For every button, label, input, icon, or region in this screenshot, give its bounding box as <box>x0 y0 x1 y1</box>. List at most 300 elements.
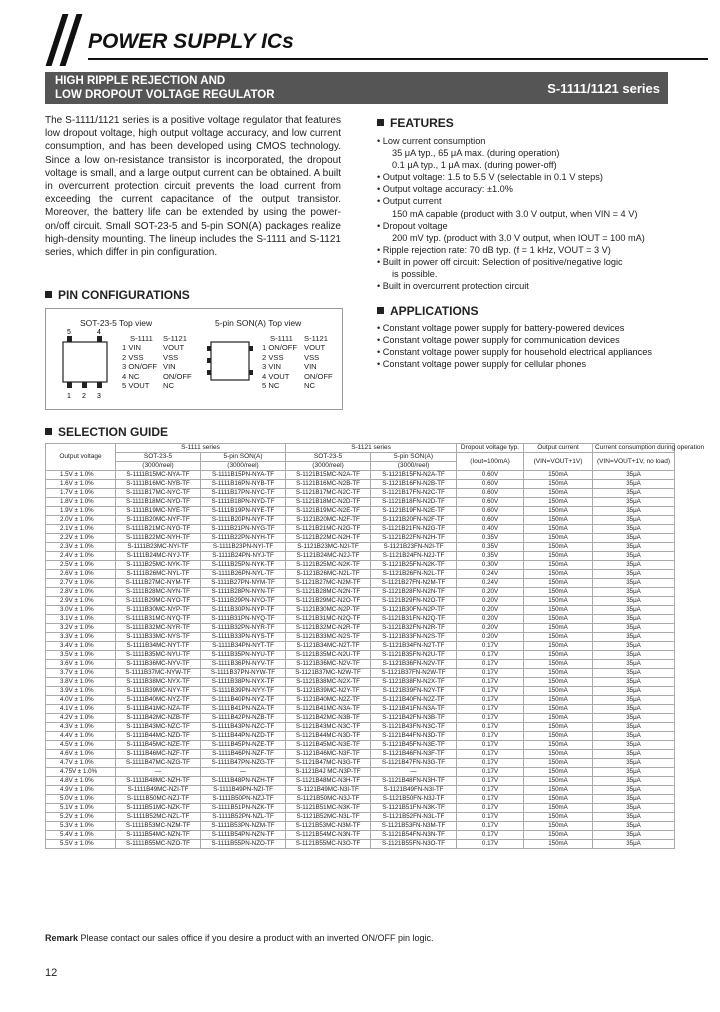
table-cell: 1.8V ± 1.0% <box>46 498 116 507</box>
table-cell: S-1121B21FN-N2G-TF <box>371 525 457 534</box>
table-cell: S-1121B4J MC-N3P-TF <box>286 768 371 777</box>
table-cell: S-1121B32MC-N2R-TF <box>286 624 371 633</box>
table-cell: S-1111B33MC-NYS-TF <box>116 633 201 642</box>
table-cell: S-1111B44PN-NZD-TF <box>201 732 286 741</box>
table-row <box>46 714 675 723</box>
table-cell: S-1111B46PN-NZF-TF <box>201 750 286 759</box>
feature-item: • Built in overcurrent protection circuit <box>377 281 529 292</box>
col-group-s1111: S-1111 series <box>116 444 286 453</box>
table-cell: S-1121B15FN-N2A-TF <box>371 471 457 480</box>
table-cell: 150mA <box>524 687 593 696</box>
table-cell: 0.35V <box>457 552 524 561</box>
table-cell: 4.1V ± 1.0% <box>46 705 116 714</box>
table-cell: S-1121B40MC-N2Z-TF <box>286 696 371 705</box>
table-cell: S-1121B43MC-N3C-TF <box>286 723 371 732</box>
table-cell: 35μA <box>593 534 675 543</box>
table-cell: 150mA <box>524 696 593 705</box>
table-cell: 150mA <box>524 669 593 678</box>
table-cell: — <box>116 768 201 777</box>
table-row <box>46 597 675 606</box>
table-cell: S-1121B47FN-N3G-TF <box>371 759 457 768</box>
table-cell: S-1111B17MC-NYC-TF <box>116 489 201 498</box>
table-cell: S-1111B55MC-NZO-TF <box>116 840 201 849</box>
table-cell: S-1121B18FN-N2D-TF <box>371 498 457 507</box>
table-cell: S-1121B44MC-N3D-TF <box>286 732 371 741</box>
applications-heading <box>377 304 478 318</box>
table-cell: 0.17V <box>457 687 524 696</box>
table-cell: S-1121B35MC-N2U-TF <box>286 651 371 660</box>
feature-item: 0.1 μA typ., 1 μA max. (during power-off) <box>392 160 557 171</box>
applications-list <box>377 322 677 370</box>
sot-pin-list-b <box>163 334 192 390</box>
table-cell: 0.17V <box>457 786 524 795</box>
square-bullet-icon <box>377 119 384 126</box>
table-cell: 5.2V ± 1.0% <box>46 813 116 822</box>
sub-sot-1121: SOT-23-5 <box>286 453 371 462</box>
table-cell: S-1111B39MC-NYY-TF <box>116 687 201 696</box>
table-cell: S-1111B30MC-NYP-TF <box>116 606 201 615</box>
pack-sot-1111: (3000/reel) <box>116 462 201 471</box>
table-row <box>46 750 675 759</box>
table-cell: S-1111B54PN-NZN-TF <box>201 831 286 840</box>
table-cell: 0.17V <box>457 732 524 741</box>
table-cell: 0.17V <box>457 759 524 768</box>
table-cell: 0.17V <box>457 723 524 732</box>
table-cell: 35μA <box>593 507 675 516</box>
table-cell: 35μA <box>593 831 675 840</box>
table-cell: 150mA <box>524 822 593 831</box>
table-cell: S-1121B53MC-N3M-TF <box>286 822 371 831</box>
table-cell: 0.17V <box>457 669 524 678</box>
col-current-cond: (VIN=VOUT+1V) <box>524 453 593 471</box>
table-cell: 3.5V ± 1.0% <box>46 651 116 660</box>
table-cell: 150mA <box>524 597 593 606</box>
table-cell: 35μA <box>593 660 675 669</box>
table-cell: 35μA <box>593 597 675 606</box>
table-cell: 3.0V ± 1.0% <box>46 606 116 615</box>
table-cell: 0.17V <box>457 714 524 723</box>
son-package-icon <box>205 336 255 386</box>
table-cell: 4.7V ± 1.0% <box>46 759 116 768</box>
table-cell: 0.17V <box>457 651 524 660</box>
table-cell: 35μA <box>593 804 675 813</box>
table-cell: S-1121B51MC-N3K-TF <box>286 804 371 813</box>
table-cell: 2.8V ± 1.0% <box>46 588 116 597</box>
table-cell: S-1111B30PN-NYP-TF <box>201 606 286 615</box>
sot-row-b-2: VSS <box>163 352 179 362</box>
table-cell: 150mA <box>524 516 593 525</box>
table-cell: 0.24V <box>457 579 524 588</box>
table-cell: S-1121B18MC-N2D-TF <box>286 498 371 507</box>
table-cell: 3.3V ± 1.0% <box>46 633 116 642</box>
table-cell: S-1111B17PN-NYC-TF <box>201 489 286 498</box>
table-cell: S-1111B41PN-NZA-TF <box>201 705 286 714</box>
square-bullet-icon <box>45 428 52 435</box>
remark-text: Please contact our sales office if you desire a product with an inverted ON/OFF pin logic. <box>80 933 434 943</box>
remark-label: Remark <box>45 933 79 943</box>
table-cell: S-1121B53FN-N3M-TF <box>371 822 457 831</box>
table-cell: S-1121B55FN-N3O-TF <box>371 840 457 849</box>
table-cell: S-1121B38FN-N2X-TF <box>371 678 457 687</box>
table-cell: 0.17V <box>457 750 524 759</box>
table-cell: 5.0V ± 1.0% <box>46 795 116 804</box>
table-cell: 0.17V <box>457 831 524 840</box>
table-row <box>46 498 675 507</box>
table-cell: S-1121B35FN-N2U-TF <box>371 651 457 660</box>
table-cell: S-1111B40MC-NYZ-TF <box>116 696 201 705</box>
table-cell: S-1121B51FN-N3K-TF <box>371 804 457 813</box>
sub-son-1121: 5-pin SON(A) <box>371 453 457 462</box>
table-cell: 2.0V ± 1.0% <box>46 516 116 525</box>
table-cell: 1.7V ± 1.0% <box>46 489 116 498</box>
table-cell: 150mA <box>524 579 593 588</box>
table-cell: S-1111B50PN-NZJ-TF <box>201 795 286 804</box>
table-cell: S-1121B37FN-N2W-TF <box>371 669 457 678</box>
table-cell: S-1111B20PN-NYF-TF <box>201 516 286 525</box>
table-row <box>46 759 675 768</box>
table-cell: S-1111B23MC-NYI-TF <box>116 543 201 552</box>
table-cell: S-1111B16PN-NYB-TF <box>201 480 286 489</box>
table-cell: 150mA <box>524 507 593 516</box>
table-cell: S-1111B40PN-NYZ-TF <box>201 696 286 705</box>
son-row-2: 2 VSS <box>262 352 284 362</box>
table-cell: 2.2V ± 1.0% <box>46 534 116 543</box>
sot-pin-4: 4 <box>97 329 101 336</box>
table-cell: 5.3V ± 1.0% <box>46 822 116 831</box>
table-cell: S-1111B54MC-NZN-TF <box>116 831 201 840</box>
table-cell: 35μA <box>593 606 675 615</box>
table-cell: 0.60V <box>457 507 524 516</box>
table-row <box>46 516 675 525</box>
table-cell: 35μA <box>593 525 675 534</box>
table-row <box>46 615 675 624</box>
table-cell: 0.17V <box>457 813 524 822</box>
table-cell: 150mA <box>524 561 593 570</box>
table-cell: 1.5V ± 1.0% <box>46 471 116 480</box>
feature-item: • Dropout voltage <box>377 220 448 231</box>
table-cell: S-1111B43MC-NZC-TF <box>116 723 201 732</box>
table-cell: 35μA <box>593 750 675 759</box>
table-cell: S-1111B28MC-NYN-TF <box>116 588 201 597</box>
table-cell: 2.7V ± 1.0% <box>46 579 116 588</box>
table-cell: S-1111B21PN-NYG-TF <box>201 525 286 534</box>
table-cell: S-1121B43FN-N3C-TF <box>371 723 457 732</box>
table-cell: S-1121B15MC-N2A-TF <box>286 471 371 480</box>
sot-title: SOT-23-5 Top view <box>80 318 153 328</box>
table-cell: S-1121B31FN-N2Q-TF <box>371 615 457 624</box>
table-cell: 0.20V <box>457 588 524 597</box>
table-cell: 150mA <box>524 489 593 498</box>
sot-row-b-4: ON/OFF <box>163 371 192 381</box>
table-row <box>46 831 675 840</box>
table-cell: S-1121B54MC-N3N-TF <box>286 831 371 840</box>
table-cell: S-1121B38MC-N2X-TF <box>286 678 371 687</box>
table-cell: 150mA <box>524 642 593 651</box>
table-cell: S-1111B49PN-NZI-TF <box>201 786 286 795</box>
table-cell: S-1111B53PN-NZM-TF <box>201 822 286 831</box>
table-cell: S-1111B19PN-NYE-TF <box>201 507 286 516</box>
table-cell: S-1121B49MC-N3I-TF <box>286 786 371 795</box>
table-cell: 35μA <box>593 543 675 552</box>
table-cell: S-1121B25MC-N2K-TF <box>286 561 371 570</box>
table-cell: 150mA <box>524 471 593 480</box>
table-cell: S-1111B32PN-NYR-TF <box>201 624 286 633</box>
table-row <box>46 579 675 588</box>
table-cell: 35μA <box>593 786 675 795</box>
table-cell: S-1111B18PN-NYD-TF <box>201 498 286 507</box>
table-cell: S-1121B24MC-N2J-TF <box>286 552 371 561</box>
table-row <box>46 534 675 543</box>
table-cell: 150mA <box>524 813 593 822</box>
table-row <box>46 543 675 552</box>
table-cell: S-1111B52MC-NZL-TF <box>116 813 201 822</box>
table-cell: 150mA <box>524 741 593 750</box>
table-cell: 0.20V <box>457 597 524 606</box>
table-cell: S-1111B21MC-NYG-TF <box>116 525 201 534</box>
features-heading <box>377 116 454 130</box>
table-cell: 0.17V <box>457 741 524 750</box>
table-cell: 0.17V <box>457 768 524 777</box>
table-cell: 0.17V <box>457 795 524 804</box>
sot-pin-5: 5 <box>67 329 71 336</box>
table-cell: S-1121B36MC-N2V-TF <box>286 660 371 669</box>
col-dropout: Dropout voltage typ. <box>457 444 524 453</box>
table-cell: 150mA <box>524 480 593 489</box>
page-title: POWER SUPPLY ICs <box>88 30 294 53</box>
table-row <box>46 669 675 678</box>
table-cell: S-1121B47MC-N3G-TF <box>286 759 371 768</box>
table-cell: 4.5V ± 1.0% <box>46 741 116 750</box>
table-cell: 35μA <box>593 489 675 498</box>
table-cell: S-1121B34MC-N2T-TF <box>286 642 371 651</box>
table-cell: 35μA <box>593 840 675 849</box>
intro-paragraph: The S-1111/1121 series is a positive voltage regulator that features low dropout voltage, high output voltage accuracy, and low current consumption, and has been developed using CMOS technology. Since a low on-resistance transistor is incorporated, the dropout voltage is small, and a large output current can be obtained. A built in overcurrent protection circuit prevents the load current from exceeding the current capacitance of the output transistor. Moreover, the battery life can be extended by using the power-on/off circuit. Small SOT-23-5 and 5-pin SON(A) packages realize high-density mounting. The lineup includes the S-1111 and S-1121 series, which differ in pin configuration. <box>45 115 341 259</box>
table-cell: S-1111B41MC-NZA-TF <box>116 705 201 714</box>
application-item: • Constant voltage power supply for cellular phones <box>377 359 587 370</box>
banner-line-1: HIGH RIPPLE REJECTION AND <box>55 75 226 87</box>
table-cell: 35μA <box>593 696 675 705</box>
table-cell: S-1111B29MC-NYO-TF <box>116 597 201 606</box>
table-cell: 3.9V ± 1.0% <box>46 687 116 696</box>
table-cell: S-1111B42PN-NZB-TF <box>201 714 286 723</box>
table-cell: 150mA <box>524 831 593 840</box>
table-cell: 4.8V ± 1.0% <box>46 777 116 786</box>
table-row <box>46 732 675 741</box>
page-number: 12 <box>45 967 58 979</box>
table-cell: 4.9V ± 1.0% <box>46 786 116 795</box>
table-cell: 0.17V <box>457 840 524 849</box>
table-cell: 0.60V <box>457 516 524 525</box>
table-cell: 35μA <box>593 759 675 768</box>
table-cell: 0.60V <box>457 471 524 480</box>
table-row <box>46 768 675 777</box>
table-cell: 0.60V <box>457 489 524 498</box>
table-cell: S-1111B51PN-NZK-TF <box>201 804 286 813</box>
table-cell: 4.6V ± 1.0% <box>46 750 116 759</box>
table-cell: S-1111B34PN-NYT-TF <box>201 642 286 651</box>
table-row <box>46 642 675 651</box>
table-cell: 3.6V ± 1.0% <box>46 660 116 669</box>
table-cell: 35μA <box>593 687 675 696</box>
table-cell: S-1111B53MC-NZM-TF <box>116 822 201 831</box>
table-cell: 5.4V ± 1.0% <box>46 831 116 840</box>
table-cell: 150mA <box>524 795 593 804</box>
table-cell: 150mA <box>524 624 593 633</box>
table-row <box>46 813 675 822</box>
sot-row-5: 5 VOUT <box>122 381 150 391</box>
table-cell: S-1111B27MC-NYM-TF <box>116 579 201 588</box>
table-cell: 150mA <box>524 723 593 732</box>
table-cell: S-1121B16FN-N2B-TF <box>371 480 457 489</box>
sot-row-b-5: NC <box>163 381 174 391</box>
feature-item: • Output current <box>377 196 442 207</box>
table-cell: 4.2V ± 1.0% <box>46 714 116 723</box>
table-cell: S-1111B37PN-NYW-TF <box>201 669 286 678</box>
table-cell: 0.17V <box>457 660 524 669</box>
table-cell: S-1121B22MC-N2H-TF <box>286 534 371 543</box>
table-row <box>46 840 675 849</box>
table-cell: S-1121B42MC-N3B-TF <box>286 714 371 723</box>
feature-item: • Ripple rejection rate: 70 dB typ. (f = 1 kHz, VOUT = 3 V) <box>377 244 611 255</box>
table-cell: 2.5V ± 1.0% <box>46 561 116 570</box>
table-cell: S-1111B46MC-NZF-TF <box>116 750 201 759</box>
table-cell: S-1121B30MC-N2P-TF <box>286 606 371 615</box>
table-cell: 35μA <box>593 813 675 822</box>
table-cell: 0.35V <box>457 534 524 543</box>
table-cell: 35μA <box>593 615 675 624</box>
table-cell: S-1111B31MC-NYQ-TF <box>116 615 201 624</box>
son-row-b-3: VIN <box>304 362 317 372</box>
pack-sot-1121: (3000/reel) <box>286 462 371 471</box>
table-cell: — <box>371 768 457 777</box>
table-cell: S-1111B26MC-NYL-TF <box>116 570 201 579</box>
table-cell: S-1121B37MC-N2W-TF <box>286 669 371 678</box>
table-row <box>46 480 675 489</box>
table-cell: 35μA <box>593 471 675 480</box>
table-cell: S-1111B34MC-NYT-TF <box>116 642 201 651</box>
table-cell: 35μA <box>593 516 675 525</box>
table-cell: 150mA <box>524 777 593 786</box>
table-row <box>46 804 675 813</box>
son-row-4: 4 VOUT <box>262 371 290 381</box>
table-cell: S-1111B51MC-NZK-TF <box>116 804 201 813</box>
feature-item: • Output voltage accuracy: ±1.0% <box>377 184 513 195</box>
table-cell: S-1121B33FN-N2S-TF <box>371 633 457 642</box>
table-cell: S-1121B54FN-N3N-TF <box>371 831 457 840</box>
table-cell: S-1121B29FN-N2O-TF <box>371 597 457 606</box>
table-cell: S-1111B44MC-NZD-TF <box>116 732 201 741</box>
table-cell: S-1111B45MC-NZE-TF <box>116 741 201 750</box>
sot-hdr-b: S-1121 <box>163 334 187 343</box>
table-row <box>46 552 675 561</box>
table-cell: S-1111B22PN-NYH-TF <box>201 534 286 543</box>
feature-item: • Low current consumption <box>377 136 486 146</box>
table-cell: 35μA <box>593 588 675 597</box>
table-cell: 0.17V <box>457 696 524 705</box>
sot-row-2: 2 VSS <box>122 352 144 362</box>
table-cell: 150mA <box>524 552 593 561</box>
table-cell: S-1111B15MC-NYA-TF <box>116 471 201 480</box>
table-cell: 150mA <box>524 750 593 759</box>
table-cell: S-1121B29MC-N2O-TF <box>286 597 371 606</box>
son-row-1: 1 ON/OFF <box>262 343 298 353</box>
table-cell: S-1121B24FN-N2J-TF <box>371 552 457 561</box>
table-cell: 0.35V <box>457 543 524 552</box>
table-cell: 0.30V <box>457 561 524 570</box>
table-cell: S-1121B32FN-N2R-TF <box>371 624 457 633</box>
son-hdr-b: S-1121 <box>304 334 328 343</box>
table-cell: S-1121B41MC-N3A-TF <box>286 705 371 714</box>
table-cell: 150mA <box>524 651 593 660</box>
table-cell: S-1111B29PN-NYO-TF <box>201 597 286 606</box>
table-cell: 150mA <box>524 525 593 534</box>
table-cell: 150mA <box>524 660 593 669</box>
table-cell: 35μA <box>593 669 675 678</box>
table-cell: 0.17V <box>457 804 524 813</box>
table-cell: 2.4V ± 1.0% <box>46 552 116 561</box>
col-output-voltage: Output voltage <box>46 444 116 471</box>
table-cell: 2.3V ± 1.0% <box>46 543 116 552</box>
table-cell: 35μA <box>593 795 675 804</box>
table-cell: S-1111B38MC-NYX-TF <box>116 678 201 687</box>
selection-table-body <box>46 471 675 849</box>
table-cell: 0.20V <box>457 606 524 615</box>
table-cell: S-1121B25FN-N2K-TF <box>371 561 457 570</box>
sot-pin-3: 3 <box>97 393 101 400</box>
table-row <box>46 822 675 831</box>
table-row <box>46 660 675 669</box>
table-cell: 150mA <box>524 498 593 507</box>
table-cell: S-1121B33MC-N2S-TF <box>286 633 371 642</box>
table-cell: S-1121B49FN-N3I-TF <box>371 786 457 795</box>
table-cell: 150mA <box>524 759 593 768</box>
table-cell: 35μA <box>593 822 675 831</box>
table-cell: S-1121B23MC-N2I-TF <box>286 543 371 552</box>
table-cell: 150mA <box>524 804 593 813</box>
table-cell: 150mA <box>524 633 593 642</box>
header-rule <box>88 58 708 60</box>
table-cell: 150mA <box>524 786 593 795</box>
table-cell: S-1121B41FN-N3A-TF <box>371 705 457 714</box>
col-group-s1121: S-1121 series <box>286 444 457 453</box>
table-cell: S-1111B16MC-NYB-TF <box>116 480 201 489</box>
table-cell: S-1121B21MC-N2G-TF <box>286 525 371 534</box>
title-banner <box>45 72 668 104</box>
table-cell: 3.7V ± 1.0% <box>46 669 116 678</box>
selection-heading-text: SELECTION GUIDE <box>58 425 169 439</box>
table-cell: 3.2V ± 1.0% <box>46 624 116 633</box>
table-cell: S-1111B26PN-NYL-TF <box>201 570 286 579</box>
table-cell: 150mA <box>524 588 593 597</box>
table-row <box>46 588 675 597</box>
table-cell: — <box>201 768 286 777</box>
table-cell: 35μA <box>593 498 675 507</box>
table-cell: 150mA <box>524 840 593 849</box>
table-row <box>46 624 675 633</box>
sot-row-b-3: VIN <box>163 362 176 372</box>
table-row <box>46 525 675 534</box>
table-cell: 150mA <box>524 732 593 741</box>
pin-config-heading-text: PIN CONFIGURATIONS <box>58 288 190 302</box>
table-cell: 35μA <box>593 624 675 633</box>
table-cell: 2.6V ± 1.0% <box>46 570 116 579</box>
table-cell: S-1111B35PN-NYU-TF <box>201 651 286 660</box>
table-cell: 0.17V <box>457 705 524 714</box>
table-cell: S-1121B27FN-N2M-TF <box>371 579 457 588</box>
table-cell: S-1121B20FN-N2F-TF <box>371 516 457 525</box>
table-cell: S-1111B27PN-NYM-TF <box>201 579 286 588</box>
table-cell: S-1121B36FN-N2V-TF <box>371 660 457 669</box>
